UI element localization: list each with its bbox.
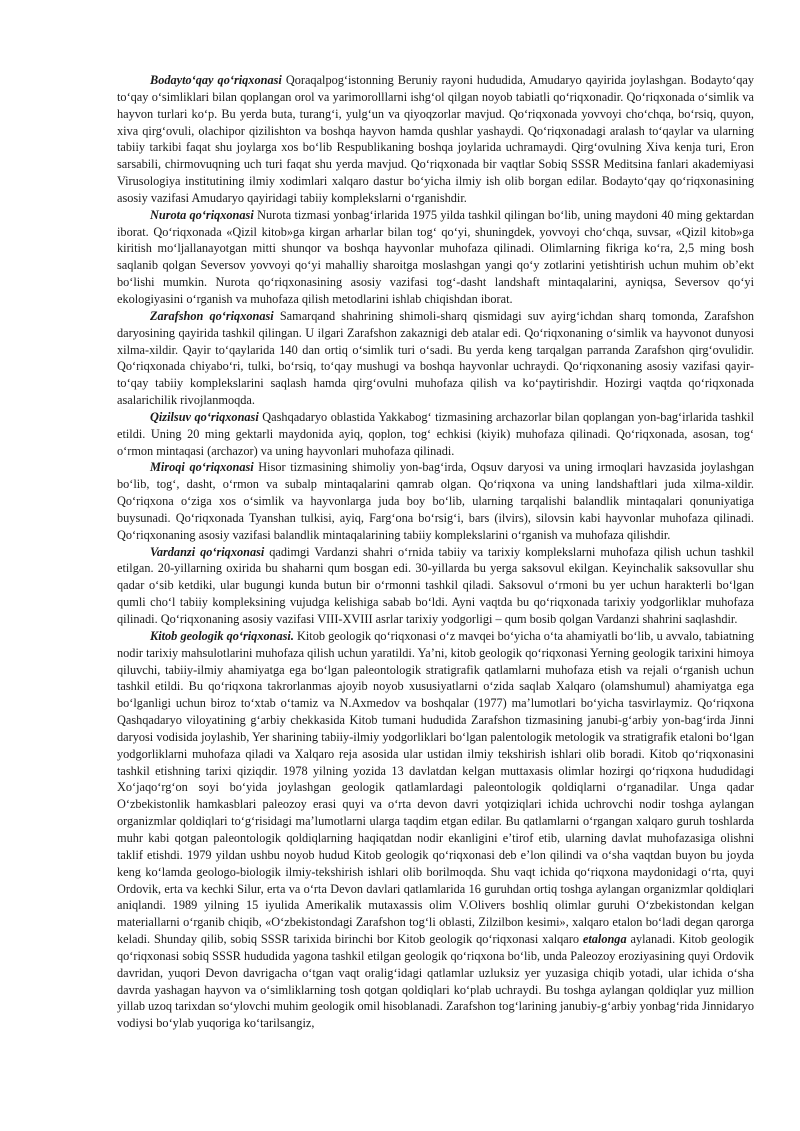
term-kitob: Kitob geologik qo‘riqxonasi. (150, 628, 294, 643)
term-etalonga: etalonga (582, 932, 627, 947)
paragraph-miroqi (117, 459, 754, 543)
term-bodaytoqay: Bodayto‘qay qo‘riqxonasi (150, 73, 282, 87)
paragraph-text-tail: aylanadi. Kitob geologik qo‘riqxonasi sobiq SSSR hududida yagona tashkil etilgan geologik qo‘riqxona bo‘lib, unda Paleozoy eroziyasining quyi Ordovik davridan, yuqori Devon davrigacha o‘tgan vaqt oralig‘idagi qatlamlar uzluksiz yer yuzasiga chiqib yotadi, ular ichida o‘sha davrda yashagan hayvon va o‘simliklarning tosh qotgan qoldiqlari ko‘plab uchraydi. Bu toshga aylangan qoldiqlar yuz million yillab uzoq tarixdan so‘ylovchi muhim geologik omil hisoblanadi. Zarafshon tog‘larining janubiy-g‘arbiy yonbag‘rida Jinnidaryo vodiysi bo‘ylab yuqoriga ko‘tarilsangiz, (117, 932, 754, 1031)
term-nurota: Nurota qo‘riqxonasi (150, 207, 254, 222)
paragraph-text: Kitob geologik qo‘riqxonasi o‘z mavqei bo‘yicha o‘ta ahamiyatli bo‘lib, u avvalo, tabiatning nodir tarixiy mahsulotlarini muhofaza qilish uchun yaratildi. Ya’ni, kitob geologik qo‘riqxonasi Yerning geologik tarixini himoya qiluvchi, tabiiy-ilmiy ahamiyatga ega bo‘lgan paleontologik stratigrafik qatlamlarni muhofaza etish va rejali o‘rganish uchun tashkil etildi. Bu qo‘riqxona takrorlanmas ajoyib noyob xususiyatlarni o‘zida saqlab Xalqaro (olamshumul) ahamiyatga ega bo‘lganligi uchun biroz to‘xtab o‘tamiz va N.Axmedov va boshqalar (1977) ma’lumotlari bo‘yicha tasvirlaymiz. Qo‘riqxona Qashqadaryo viloyatining g‘arbiy chekkasida Kitob tumani hududida Zarafshon tizmasining janubi-g‘arbiy yon-bag‘irda Jinni daryosi vodisida joylashib, Yer sharining tabiiy-ilmiy yodgorliklari bo‘lgan palentologik metologik va stratigrafik etaloni bo‘lgan yodgorliklarni muhofaza qiladi va Xalqaro reja asosida ular ustidan ilmiy tekshirish ishlari olib boradi. Kitob qo‘riqxonasini tashkil etishning tarixi qiziqdir. 1978 yilning yozida 13 davlatdan kelgan muttaxasis olimlar hozirgi qo‘riqxona hududidagi Xo‘jaqo‘rg‘on soyi bo‘yida joylashgan geologik qatlamlardagi paleontologik qoldiqlarni o‘rganadilar. Unga qadar O‘zbekistonlik hamkasblari paleozoy erasi quyi va o‘rta devon davri yotqiziqlari ichida uchrovchi nodir toshga aylangan organizmlar qoldiqlari to‘g‘risidagi ma’lumotlarni ularga taqdim etgan edilar. Bu qatlamlarni o‘rgangan xalqaro guruh toshlarda muhr kabi qotgan paleontologik qoldiqlarning haqiqatdan nodir ekanligini e’tirof etib, ularning davlat muhofazasiga olishni taklif etishdi. 1979 yildan ushbu noyob hudud Kitob geologik qo‘riqxonasi deb e’lon qilindi va o‘sha vaqtdan buyon bu joyda keng ko‘lamda geologo-biologik ilmiy-tekshirish ishlari olib borilmoqda. Shu vaqt ichida qo‘riqxona maydonidagi o‘rta, quyi Ordovik, erta va kechki Silur, erta va o‘rta Devon davlari qatlamlarida 16 guruhdan ortiq toshga aylangan organizmlar qoldiqlari aniqlandi. 1989 yilning 15 iyulida Amerikalik mutaxassis olim V.Olivers boshliq olimlar guruhi O‘zbekistondan kelgan materiallarni o‘rganib chiqib, «O‘zbekistondagi Zarafshon tog‘li oblasti, Zilzilbon kesimi», xalqaro etalon bo‘ladi degan qarorga keladi. Shunday qilib, sobiq SSSR tarixida birinchi bor Kitob geologik qo‘riqxonasi xalqaro (117, 628, 754, 947)
paragraph-text: Samarqand shahrining shimoli-sharq qismidagi suv ayirg‘ichdan sharq tomonda, Zarafshon daryosining qayirida tashkil qilingan. U ilgari Zarafshon zakaznigi deb atalar edi. Qo‘riqxonaning o‘simlik va hayvonot dunyosi xilma-xildir. Qayir to‘qaylarida 140 dan ortiq o‘simlik turi o‘sadi. Bu yerda keng tarqalgan parranda Zarafshon qirg‘ovulidir. Qo‘riqxonada chiyabo‘ri, tulki, bo‘rsiq, to‘qay mushugi va boshqa hayvonlar uchraydi. Qo‘riqxonaning asosiy vazifasi qayir-to‘qay tabiiy komplekslarini saqlash hamda qirg‘ovulni muhofaza qilish va ko‘paytirishdir. Hozirgi vaqtda qo‘riqxonada asalarichilik rivojlanmoqda. (117, 308, 754, 408)
term-vardanzi: Vardanzi qo‘riqxonasi (150, 544, 265, 559)
paragraph-text: qadimgi Vardanzi shahri o‘rnida tabiiy va tarixiy komplekslarni muhofaza qilish uchun tashkil etilgan. 20-yillarning oxirida bu shaharni qum bosgan edi. 30-yillarda bu yerga saksovul ekilgan. Keyinchalik saksovullar shu qadar o‘sib ketdiki, ular bugungi kunda butun bir o‘rmonni tashkil qiladi. Saksovul o‘rmoni bu yer uchun harakterli bo‘lgan qumli cho‘l tabiiy kompleksining vujudga kelishiga sabab bo‘ldi. Ayni vaqtda bu qo‘riqxonada tarixiy yodgorliklar muhofaza qilinadi. Qo‘riqxonaning asosiy vazifasi VIII-XVIII asrlar tarixiy yodgorligi – qum bosib qolgan Vardanzi shahrini saqlashdir. (117, 544, 754, 626)
paragraph-vardanzi (117, 544, 754, 628)
paragraph-text: Nurota tizmasi yonbag‘irlarida 1975 yilda tashkil qilingan bo‘lib, uning maydoni 40 ming gektardan iborat. Qo‘riqxonada «Qizil kitob»ga kirgan arharlar bilan tog‘ qo‘yi, shuningdek, yovvoyi cho‘chqa, suvsar, «Qizil kitob»ga kiritish mo‘ljallanayotgan mitti shunqor va boshqa hayvonlar muhofaza qilinadi. Olimlarning fikriga ko‘ra, 2,5 ming bosh saqlanib qolgan Seversov yovvoyi qo‘yi mahalliy sharoitga moslashgan yangi qo‘y zotlarini yetishtirish uchun muhim ob’ekt bo‘lishi mumkin. Nurota qo‘riqxonasining asosiy vazifasi tog‘-dasht landshaft mintaqalarini, ayniqsa, Seversov qo‘yi ekologiyasini o‘rganish va muhofaza qilish metodlarini ishlab chiqishdan iborat. (117, 207, 754, 306)
paragraph-bodaytoqay (117, 72, 754, 207)
paragraph-kitob (117, 628, 754, 1032)
paragraph-nurota (117, 207, 754, 308)
term-zarafshon: Zarafshon qo‘riqxonasi (150, 308, 274, 323)
paragraph-zarafshon (117, 308, 754, 409)
paragraph-qizilsuv (117, 409, 754, 460)
paragraph-text: Qoraqalpog‘istonning Beruniy rayoni hududida, Amudaryo qayirida joylashgan. Bodayto‘qay to‘qay o‘simliklari bilan qoplangan orol va yarimorolllarni ishg‘ol qilgan noyob tabiatli qo‘riqxonadir. Qo‘riqxonada o‘simlik va hayvon turlari ko‘p. Bu yerda buta, turang‘i, yulg‘un va qiyoqzorlar mavjud. Qo‘riqxonada yovvoyi cho‘chqa, bo‘rsiq, quyon, xiva qirg‘ovuli, olachipor qizilishton va boshqa hayvon hamda qushlar yashaydi. Qo‘riqxonadagi aralash to‘qaylar va ularning tabiiy tarkibi faqat shu joylarga xos bo‘lib Respublikaning boshqa joylarida uchramaydi. Qirg‘ovulning Xiva kenja turi, Eron sarsabili, chirmovuqning uch turi faqat shu yerda mavjud. Qo‘riqxonada bir vaqtlar Sobiq SSSR Meditsina fanlari akademiyasi Virusologiya institutining ilmiy xodimlari xalqaro dastur bo‘yicha ilmiy ish olib borgan edilar. Bodayto‘qay qo‘riqxonasining asosiy vazifasi Amudaryo qayiridagi tabiiy komplekslarni o‘rganishdir. (117, 73, 754, 205)
term-qizilsuv: Qizilsuv qo‘riqxonasi (150, 409, 259, 424)
paragraph-text: Qashqadaryo oblastida Yakkabog‘ tizmasining archazorlar bilan qoplangan yon-bag‘irlarida tashkil etildi. Uning 20 ming gektarli maydonida ayiq, qoplon, tog‘ echkisi (kiyik) muhofaza qilinadi. Qo‘riqxonada, asosan, tog‘ o‘rmon mintaqasi (archazor) va uning hayvonlari muhofaza qilinadi. (117, 409, 754, 458)
term-miroqi: Miroqi qo‘riqxonasi (150, 460, 254, 475)
paragraph-text: Hisor tizmasining shimoliy yon-bag‘irda, Oqsuv daryosi va uning irmoqlari havzasida joylashgan bo‘lib, tog‘, dasht, o‘rmon va subalp mintaqalarini qamrab olgan. Qo‘riqxona va uning landshaftlari juda xilma-xildir. Qo‘riqxona o‘ziga xos o‘simlik va hayvonlarga juda boy bo‘lib, ularning tarqalishi balandlik mintaqalari qonuniyatiga buysunadi. Qo‘riqxonada Tyanshan tulkisi, ayiq, Farg‘ona bo‘rsig‘i, bars (ilvirs), silovsin kabi hayvonlar muhofaza qilinadi. Qo‘riqxonaning asosiy vazifasi balandlik mintaqalarining tabiiy komplekslarini o‘rganish va muhofaza qilishdir. (117, 460, 755, 542)
